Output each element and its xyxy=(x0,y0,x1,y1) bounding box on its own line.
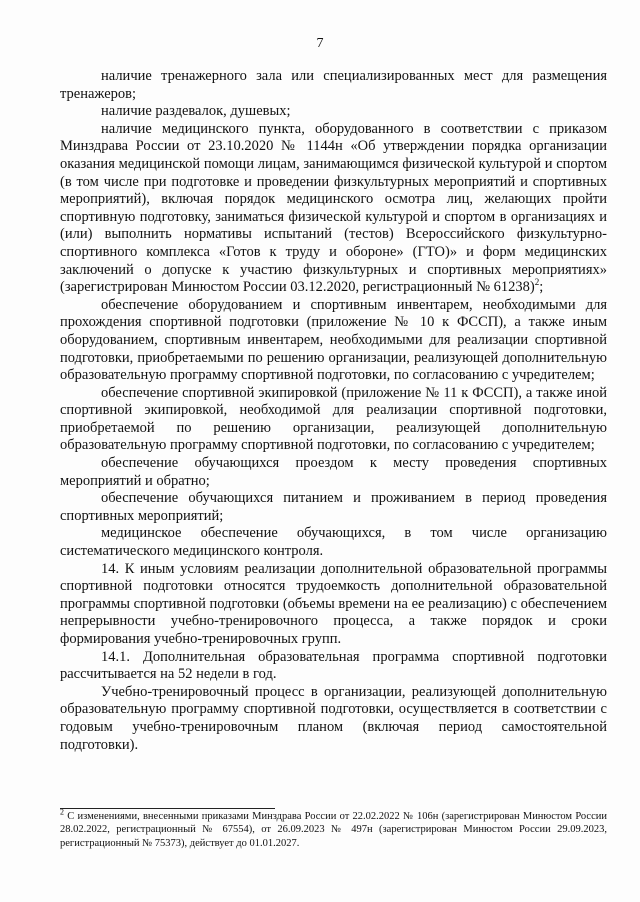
paragraph-gym: наличие тренажерного зала или специализированных мест для размещения тренажеров; xyxy=(60,68,607,102)
paragraph-meals-lodging: обеспечение обучающихся питанием и проживанием в период проведения спортивных мероприятий; xyxy=(60,490,607,524)
paragraph-sports-gear: обеспечение спортивной экипировкой (приложение № 11 к ФССП), а также иной спортивной экипировкой, необходимой для реализации спортивной подготовки, приобретаемой по решению организации, реализующей дополнительную образовательную программу спортивной подготовки, по согласованию с учредителем; xyxy=(60,384,607,454)
paragraph-equipment: обеспечение оборудованием и спортивным инвентарем, необходимыми для прохождения спортивной подготовки (приложение № 10 к ФССП), а также иным оборудованием, спортивным инвентарем, необходимыми для реализации спортивной подготовки, приобретаемыми по решению организации, реализующей дополнительную образовательную программу спортивной подготовки, по согласованию с учредителем; xyxy=(60,296,607,384)
paragraph-medical-support: медицинское обеспечение обучающихся, в том числе организацию систематического медицинского контроля. xyxy=(60,525,607,560)
paragraph-training-process: Учебно-тренировочный процесс в организации, реализующей дополнительную образовательную программу спортивной подготовки, осуществляется в соответствии с годовым учебно-тренировочным планом (включая период самостоятельной подготовки). xyxy=(60,683,607,753)
paragraph-medical-point-text: наличие медицинского пункта, оборудованного в соответствии с приказом Минздрава России от 23.10.2020 № 1144н «Об утверждении порядка организации оказания медицинской помощи лицам, занимающимся физической культурой и спортом (в том числе при подготовке и проведении физкультурных мероприятий и спортивных мероприятий), включая порядок медицинского осмотра лиц, желающих пройти спортивную подготовку, заниматься физической культурой и спортом в организациях и (или) выполнить нормативы испытаний (тестов) Всероссийского физкультурно-спортивного комплекса «Готов к труду и обороне» (ГТО)» и форм медицинских заключений о допуске к участию физкультурных и спортивных мероприятиях» (зарегистрирован Минюстом России 03.12.2020, регистрационный № 61238) xyxy=(60,120,607,296)
footnote-separator xyxy=(60,808,275,809)
paragraph-changing-rooms: наличие раздевалок, душевых; xyxy=(101,103,291,120)
footnote-mark: 2 xyxy=(60,807,64,817)
paragraph-medical-point xyxy=(60,121,607,297)
paragraph-section-14-1: 14.1. Дополнительная образовательная программа спортивной подготовки рассчитывается на 52 недели в год. xyxy=(60,648,607,683)
footnote-text: С изменениями, внесенными приказами Минздрава России от 22.02.2022 № 106н (зарегистрирован Минюстом России 28.02.2022, регистрационный № 67554), от 26.09.2023 № 497н (зарегистрирован Минюстом России 29.09.2023, регистрационный № 75373), действует до 01.01.2027. xyxy=(60,811,607,849)
document-body xyxy=(60,68,607,754)
paragraph-section-14: 14. К иным условиям реализации дополнительной образовательной программы спортивной подготовки относятся трудоемкость дополнительной образовательной программы спортивной подготовки (объемы времени на ее реализацию) с обеспечением непрерывности учебно-тренировочного процесса, а также порядок и сроки формирования учебно-тренировочных групп. xyxy=(60,560,607,647)
footnote-reference: 2 xyxy=(534,277,540,288)
page-number: 7 xyxy=(316,36,324,51)
paragraph-end-semicolon: ; xyxy=(539,279,544,296)
footnote xyxy=(60,807,607,850)
paragraph-travel: обеспечение обучающихся проездом к месту проведения спортивных мероприятий и обратно; xyxy=(60,455,607,489)
